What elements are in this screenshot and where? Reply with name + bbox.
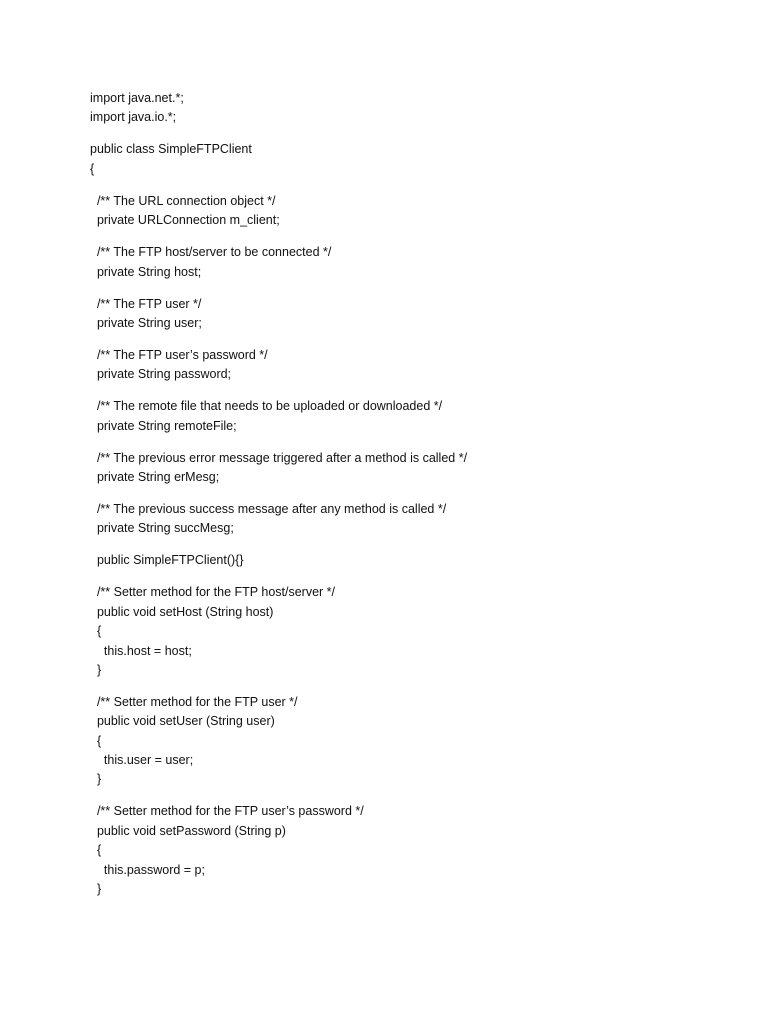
code-line: { bbox=[90, 161, 95, 176]
code-line: /** Setter method for the FTP user */ bbox=[90, 694, 298, 709]
code-line: /** The FTP user’s password */ bbox=[90, 347, 268, 362]
code-line: private String erMesg; bbox=[90, 470, 220, 485]
code-line: public void setUser (String user) bbox=[90, 714, 275, 729]
code-line: public void setHost (String host) bbox=[90, 604, 274, 619]
block-gap bbox=[90, 487, 710, 500]
code-line: public SimpleFTPClient(){} bbox=[90, 553, 244, 568]
code-line: public void setPassword (String p) bbox=[90, 823, 286, 838]
code-line: /** The previous error message triggered after a method is called */ bbox=[90, 450, 468, 465]
code-line: } bbox=[90, 882, 102, 897]
code-line: private String succMesg; bbox=[90, 521, 234, 536]
code-line: this.user = user; bbox=[90, 753, 194, 768]
code-line: } bbox=[90, 772, 102, 787]
code-line: { bbox=[90, 733, 102, 748]
block-gap bbox=[90, 231, 710, 244]
code-line: /** The remote file that needs to be uploaded or downloaded */ bbox=[90, 399, 443, 414]
block-gap bbox=[90, 385, 710, 398]
code-line: /** The previous success message after any method is called */ bbox=[90, 502, 447, 516]
block-gap bbox=[90, 436, 710, 449]
block-gap bbox=[90, 539, 710, 552]
block-gap bbox=[90, 680, 710, 693]
code-line: /** Setter method for the FTP user’s password */ bbox=[90, 804, 364, 819]
code-line: /** Setter method for the FTP host/server */ bbox=[90, 585, 336, 600]
code-line: /** The FTP host/server to be connected */ bbox=[90, 245, 332, 260]
code-line: this.password = p; bbox=[90, 862, 205, 877]
code-line: import java.io.*; bbox=[90, 110, 177, 125]
block-gap bbox=[90, 282, 710, 295]
code-listing bbox=[90, 89, 710, 899]
code-line: this.host = host; bbox=[90, 643, 192, 658]
code-line: public class SimpleFTPClient bbox=[90, 142, 252, 157]
code-line: /** The FTP user */ bbox=[90, 296, 202, 311]
code-line: private String remoteFile; bbox=[90, 418, 237, 433]
code-line: } bbox=[90, 662, 102, 677]
code-line: private String user; bbox=[90, 315, 202, 330]
block-gap bbox=[90, 179, 710, 192]
block-gap bbox=[90, 571, 710, 584]
block-gap bbox=[90, 333, 710, 346]
code-line: private URLConnection m_client; bbox=[90, 213, 280, 228]
code-line: { bbox=[90, 843, 102, 858]
code-line: private String host; bbox=[90, 264, 202, 279]
block-gap bbox=[90, 790, 710, 803]
code-line: import java.net.*; bbox=[90, 91, 184, 105]
code-line: private String password; bbox=[90, 367, 232, 382]
block-gap bbox=[90, 128, 710, 141]
code-line: /** The URL connection object */ bbox=[90, 193, 276, 208]
code-line: { bbox=[90, 624, 102, 639]
